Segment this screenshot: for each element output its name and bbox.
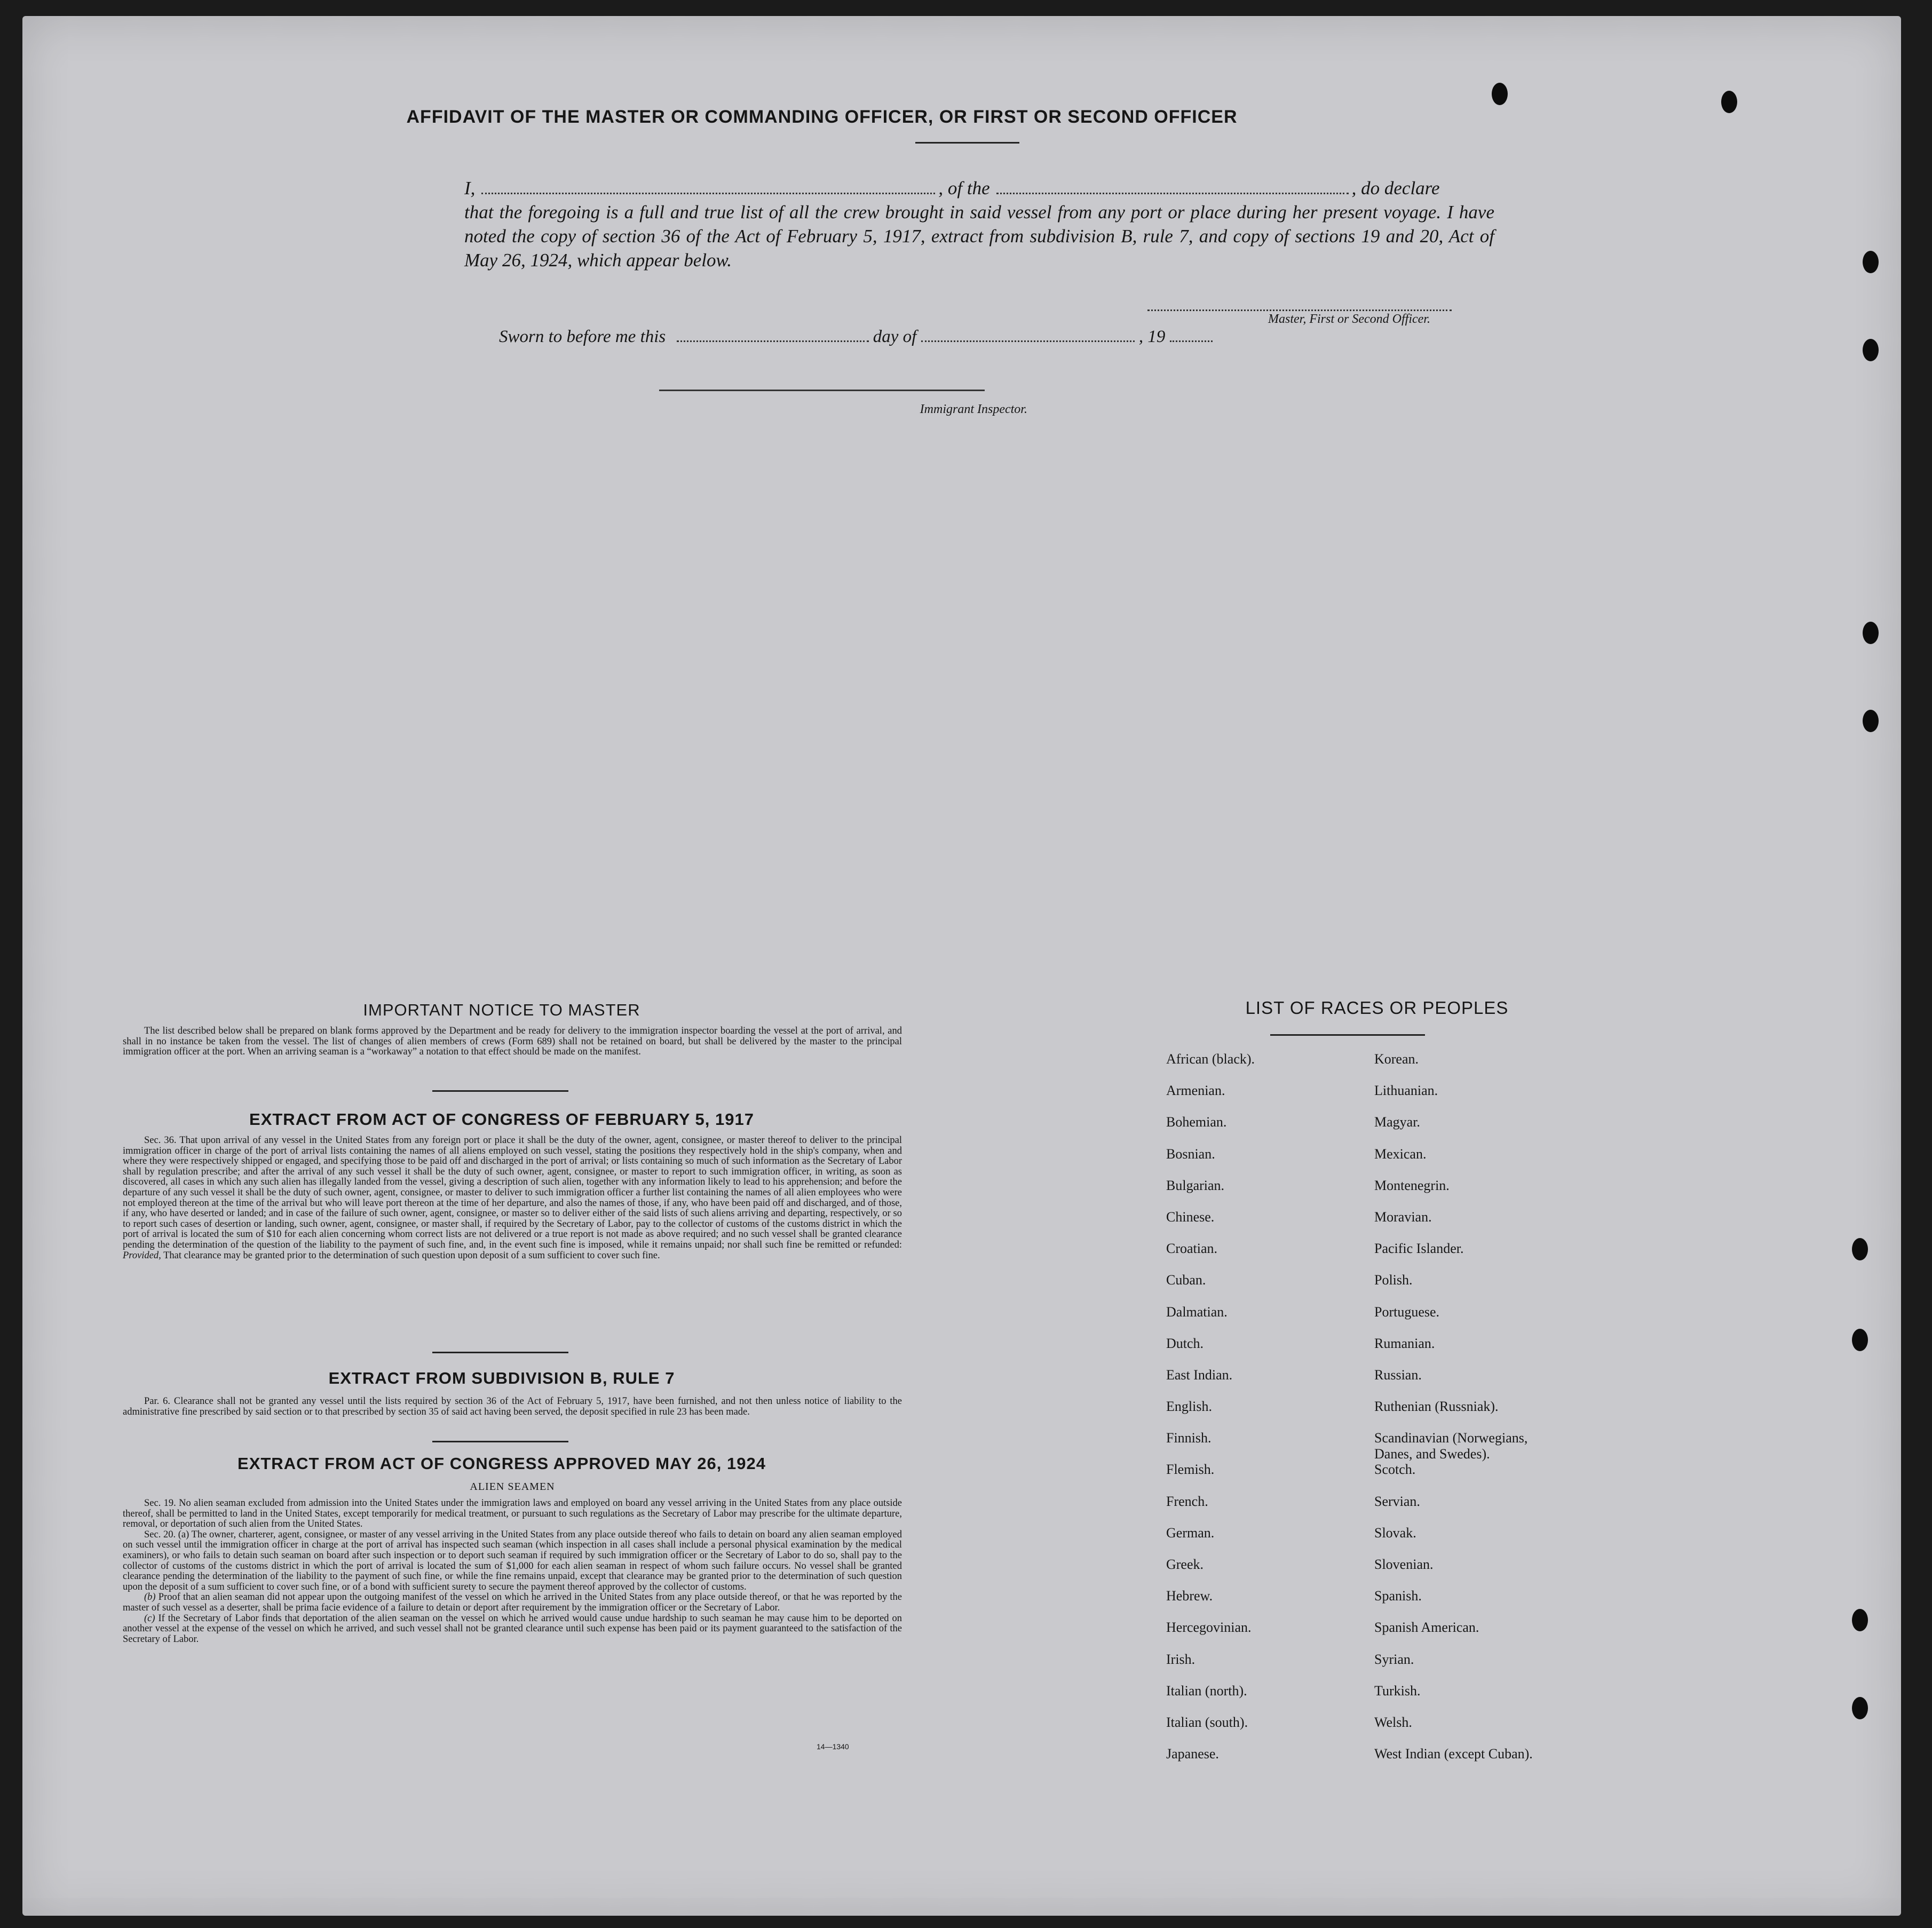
race-item: Slovenian. xyxy=(1374,1557,1434,1572)
race-item: Italian (south). xyxy=(1166,1714,1248,1730)
signature-line[interactable] xyxy=(1147,310,1452,311)
race-item: Spanish American. xyxy=(1374,1620,1479,1636)
sec-20a-text: The owner, charterer, agent, consignee, or master of any vessel arriving in the United States from any place outside thereof who fails to detain on board any alien seaman employed on such vessel until the immigration officer in charge at the port of arrival has inspected such seaman (which inspection in all cases shall include a personal physical examination by the medical examiners), or who fails to detain such seaman on board after such inspection or to deport such seaman if required by such immigration officer or the Secretary of Labor to do so, shall pay to the collector of customs of the customs district in which the port of arrival is located the sum of $1,000 for each alien seaman in respect of whom such failure occurs. No vessel shall be granted clearance pending the determination of the liability to the payment of such fine, or while the fine remains unpaid, except that clearance may be granted prior to the determination of such question upon the deposit of a sum sufficient to cover such fine, or of a bond with sufficient surety to secure the payment thereof approved by the collector of customs. xyxy=(123,1529,902,1592)
race-item: Spanish. xyxy=(1374,1588,1422,1604)
sec-20b-text: Proof that an alien seaman did not appear upon the outgoing manifest of the vessel on which he arrived in the United States from any place outside thereof, or that he was reported by the master of such vessel as a deserter, shall be prima facie evidence of a failure to detain or deport after requirement by the immigration officer or the Secretary of Labor. xyxy=(123,1592,902,1613)
par-6-label: Par. 6. xyxy=(144,1396,171,1407)
race-item: Croatian. xyxy=(1166,1241,1218,1257)
sec-19-label: Sec. 19. xyxy=(144,1498,176,1509)
race-item: Pacific Islander. xyxy=(1374,1241,1464,1257)
punch-hole xyxy=(1721,91,1737,113)
sworn-prefix: Sworn to before me this xyxy=(499,327,666,346)
race-item: Scandinavian (Norwegians, Danes, and Swedes). xyxy=(1374,1430,1528,1462)
race-item: Lithuanian. xyxy=(1374,1083,1438,1099)
divider xyxy=(432,1090,568,1092)
sec-36-label: Sec. 36. xyxy=(144,1135,177,1146)
race-item: Cuban. xyxy=(1166,1272,1206,1288)
race-item: Dutch. xyxy=(1166,1335,1204,1351)
sec-20c-text: If the Secretary of Labor finds that deportation of the alien seaman on the vessel on which he arrived would cause undue hardship to such seaman he may cause him to be deported on another vessel at the expense of the vessel on which he arrived, and such vessel shall not be granted clearance until such expense has been paid or its payment guaranteed to the satisfaction of the Secretary of Labor. xyxy=(123,1613,902,1645)
punch-hole xyxy=(1852,1697,1868,1719)
sec-19-text: No alien seaman excluded from admission into the United States under the immigration laws and employed on board any vessel arriving in the United States from any place outside thereof, shall be permitted to land in the United States, except temporarily for medical treatment, or pursuant to such regulations as the Secretary of Labor may prescribe for the ultimate departure, removal, or deportation of such alien from the United States. xyxy=(123,1498,902,1530)
race-item: Russian. xyxy=(1374,1367,1422,1383)
punch-hole xyxy=(1863,339,1879,361)
extract-rule7-title: EXTRACT FROM SUBDIVISION B, RULE 7 xyxy=(328,1369,675,1387)
race-item: Syrian. xyxy=(1374,1651,1414,1667)
race-item: Mexican. xyxy=(1374,1146,1427,1162)
sec-36-text: That upon arrival of any vessel in the United States from any foreign port or place it shall be the duty of the owner, agent, consignee, or master thereof to deliver to the principal immigration officer in charge of the port of arrival lists containing the names of all aliens employed on such vessel, stating the positions they respectively hold in the ship's company, when and where they were respectively shipped or engaged, and specifying those to be paid off and discharged in the port of arrival; or lists containing so much of such information as the Secretary of Labor shall by regulation prescribe; and after the arrival of any such vessel it shall be the duty of such owner, agent, consignee, or master to report to such immigration officer, in writing, as soon as discovered, all cases in which any such alien has illegally landed from the vessel, giving a description of such alien, together with any information likely to lead to his apprehension; and before the departure of any such vessel it shall be the duty of such owner, agent, consignee, or master to deliver to such immigration officer a further list containing the names of all alien employees who were not employed thereon at the time of the arrival but who will leave port thereon at the time of her departure, and also the names of those, if any, who have been paid off and discharged, and of those, if any, who have deserted or landed; and in case of the failure of such owner, agent, consignee, or master so to deliver either of the said lists of such aliens arriving and departing, respectively, or so to report such cases of desertion or landing, such owner, agent, consignee, or master shall, if required by the Secretary of Labor, pay to the collector of customs of the customs district in which the port of arrival is located the sum of $10 for each alien concerning whom correct lists are not delivered or a true report is not made as above required; and no such vessel shall be granted clearance pending the determination of the question of the liability to the payment of such fine, and, in the event such fine is imposed, while it remains unpaid; nor shall such fine be remitted or refunded: xyxy=(123,1135,902,1250)
race-item: Portuguese. xyxy=(1374,1304,1440,1320)
form-number: 14—1340 xyxy=(817,1742,849,1751)
race-item: East Indian. xyxy=(1166,1367,1233,1383)
race-item: Rumanian. xyxy=(1374,1335,1435,1351)
races-title-rule xyxy=(1270,1034,1425,1036)
extract-1917-title: EXTRACT FROM ACT OF CONGRESS OF FEBRUARY 5, 1917 xyxy=(249,1110,754,1129)
race-item: Chinese. xyxy=(1166,1209,1215,1225)
race-item: Bulgarian. xyxy=(1166,1177,1225,1193)
punch-hole xyxy=(1852,1329,1868,1351)
race-item: Welsh. xyxy=(1374,1714,1412,1730)
sworn-day-field[interactable] xyxy=(677,327,869,342)
vessel-name-field[interactable] xyxy=(996,179,1349,194)
affidavit-body: that the foregoing is a full and true list of all the crew brought in said vessel from any port or place during her present voyage. I have noted the copy of section 36 of the Act of February 5, 1917, extract from subdivision B, rule 7, and copy of sections 19 and 20, Act of May 26, 1924, which appear below. xyxy=(464,202,1494,271)
sworn-year-field[interactable] xyxy=(1170,327,1213,342)
sworn-line xyxy=(499,327,1213,347)
sec-20-label: Sec. 20. (a) xyxy=(144,1529,189,1540)
race-item: Servian. xyxy=(1374,1493,1420,1509)
race-item: Slovak. xyxy=(1374,1525,1416,1541)
race-item: German. xyxy=(1166,1525,1215,1541)
par-6-text: Clearance shall not be granted any vessel until the lists required by section 36 of the Act of February 5, 1917, have been furnished, and not then unless notice of liability to the administrative fine prescribed by said section or to that prescribed by section 35 of said act having been served, the deposit specified in rule 23 has been made. xyxy=(123,1396,902,1417)
affidavit-i-label: I, xyxy=(464,178,476,199)
punch-hole xyxy=(1852,1238,1868,1260)
race-item: Moravian. xyxy=(1374,1209,1432,1225)
race-item: Montenegrin. xyxy=(1374,1177,1450,1193)
punch-hole xyxy=(1852,1609,1868,1631)
divider xyxy=(432,1441,568,1442)
affidavit-title-rule xyxy=(915,142,1019,144)
race-item: West Indian (except Cuban). xyxy=(1374,1746,1533,1762)
provided-label: Provided, xyxy=(123,1250,161,1261)
race-item: Italian (north). xyxy=(1166,1683,1247,1699)
sworn-day-of: day of xyxy=(873,327,917,346)
race-item: Magyar. xyxy=(1374,1114,1420,1130)
inspector-label: Immigrant Inspector. xyxy=(920,402,1027,416)
race-item: Polish. xyxy=(1374,1272,1413,1288)
race-item: Hebrew. xyxy=(1166,1588,1213,1604)
extract-rule7-text xyxy=(123,1397,902,1417)
races-right-column xyxy=(1374,1051,1533,1778)
punch-hole xyxy=(1863,622,1879,644)
divider xyxy=(432,1352,568,1353)
affidavit-title: AFFIDAVIT OF THE MASTER OR COMMANDING OFFICER, OR FIRST OR SECOND OFFICER xyxy=(406,107,1238,127)
race-item: Flemish. xyxy=(1166,1462,1215,1478)
race-item: Irish. xyxy=(1166,1651,1195,1667)
punch-hole xyxy=(1492,83,1508,105)
races-title: LIST OF RACES OR PEOPLES xyxy=(1245,998,1509,1018)
race-item: Bohemian. xyxy=(1166,1114,1227,1130)
race-item: Finnish. xyxy=(1166,1430,1212,1446)
race-item: Hercegovinian. xyxy=(1166,1620,1252,1636)
affidavit-of-the-label: , of the xyxy=(938,178,990,199)
sworn-year-label: , 19 xyxy=(1138,327,1166,346)
race-item: French. xyxy=(1166,1493,1208,1509)
sec-20b-label: (b) xyxy=(144,1592,156,1603)
sec-20c-label: (c) xyxy=(144,1613,155,1624)
signature-label: Master, First or Second Officer. xyxy=(1268,312,1430,326)
race-item: English. xyxy=(1166,1399,1212,1415)
extract-1924-title: EXTRACT FROM ACT OF CONGRESS APPROVED MAY 26, 1924 xyxy=(237,1454,766,1473)
notice-text xyxy=(123,1026,902,1058)
punch-hole xyxy=(1863,251,1879,273)
race-item: Greek. xyxy=(1166,1557,1204,1572)
extract-1917-text xyxy=(123,1136,902,1261)
sworn-month-field[interactable] xyxy=(921,327,1135,342)
master-name-field[interactable] xyxy=(481,179,935,194)
notice-paragraph: The list described below shall be prepared on blank forms approved by the Department and be ready for delivery to the immigration inspector boarding the vessel at the port of arrival, and shall in no instance be taken from the vessel. The list of changes of alien members of crews (Form 689) shall not be retained on board, but shall be delivered by the master to the principal immigration officer at the port. When an arriving seaman is a “workaway” a notation to that effect should be made on the manifest. xyxy=(123,1026,902,1058)
race-item: Korean. xyxy=(1374,1051,1419,1067)
affidavit-declare-label: , do declare xyxy=(1351,178,1440,199)
race-item: Bosnian. xyxy=(1166,1146,1215,1162)
notice-title: IMPORTANT NOTICE TO MASTER xyxy=(363,1001,640,1019)
race-item: Turkish. xyxy=(1374,1683,1421,1699)
punch-hole xyxy=(1863,710,1879,732)
alien-seamen-subtitle: ALIEN SEAMEN xyxy=(470,1481,555,1493)
race-item: Scotch. xyxy=(1374,1462,1416,1478)
race-item: Dalmatian. xyxy=(1166,1304,1228,1320)
races-left-column xyxy=(1166,1051,1255,1778)
race-item: Ruthenian (Russniak). xyxy=(1374,1399,1499,1415)
inspector-signature-line[interactable] xyxy=(659,390,985,391)
race-item: Japanese. xyxy=(1166,1746,1219,1762)
race-item: African (black). xyxy=(1166,1051,1255,1067)
race-item: Armenian. xyxy=(1166,1083,1225,1099)
affidavit-declaration xyxy=(464,176,1494,272)
extract-1924-text xyxy=(123,1498,902,1645)
sec-36-text-end: That clearance may be granted prior to the determination of such question upon deposit of a sum sufficient to cover such fine. xyxy=(163,1250,660,1261)
